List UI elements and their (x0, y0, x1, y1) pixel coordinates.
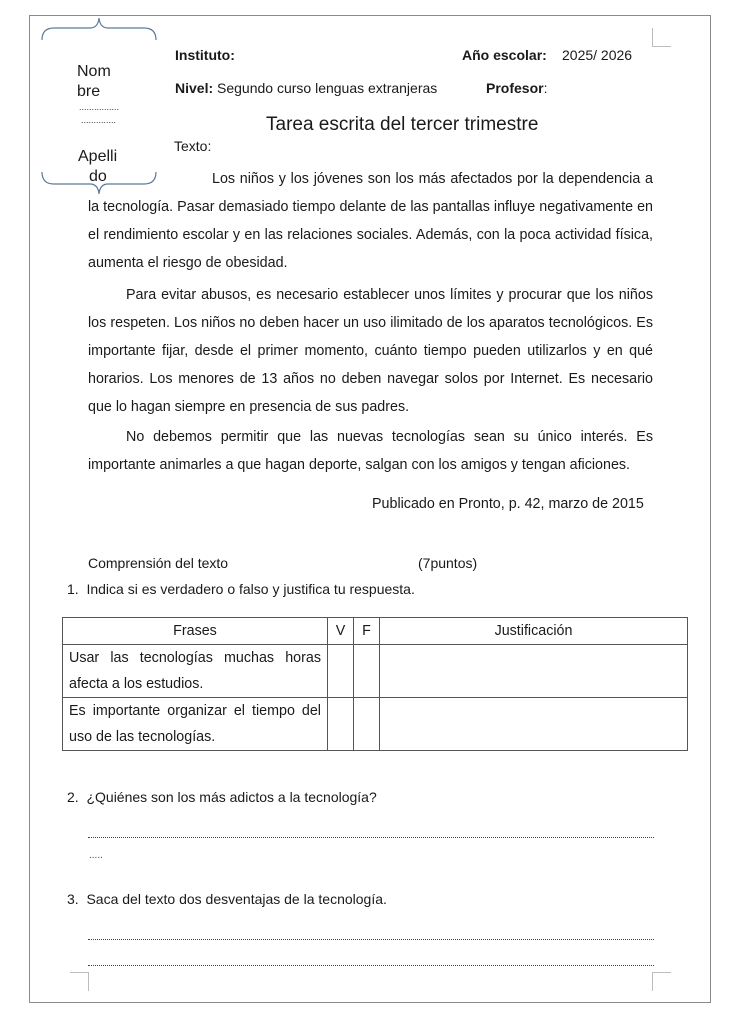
question-2-text: ¿Quiénes son los más adictos a la tecnología? (86, 789, 377, 805)
corner-mark-bottom-right (652, 972, 671, 991)
name-input-dots-2[interactable]: .............. (81, 115, 117, 125)
row-1-v-cell[interactable] (328, 645, 354, 698)
teacher-colon: : (543, 80, 548, 96)
row-2-v-cell[interactable] (328, 698, 354, 751)
table-row (63, 698, 688, 751)
text-label: Texto: (174, 138, 212, 154)
question-1-text: Indica si es verdadero o falso y justifica tu respuesta. (86, 581, 415, 597)
header-frases: Frases (63, 618, 328, 645)
reading-paragraph-2: Para evitar abusos, es necesario establecer unos límites y procurar que los niños los respeten. Los niños no deben hacer un uso ilimitado de los aparatos tecnológicos. Es importante fijar, desde el primer momento, cuánto tiempo pueden utilizarlos y en qué horarios. Los menores de 13 años no deben navegar solos por Internet. Es necesario que lo hagan siempre en presencia de sus padres. (88, 287, 653, 415)
institute-label: Instituto: (175, 47, 235, 63)
question-2 (67, 789, 377, 805)
question-1 (67, 581, 415, 597)
name-input-dots-1[interactable]: ................ (79, 102, 120, 112)
question-2-trailing-dots: ..... (89, 850, 103, 861)
comprehension-points: (7puntos) (418, 555, 478, 571)
level-value: Segundo curso lenguas extranjeras (213, 80, 438, 96)
question-3-answer-line-1[interactable] (88, 939, 654, 940)
name-label-line2: bre (77, 83, 101, 100)
header-v: V (328, 618, 354, 645)
corner-mark-bottom-left (70, 972, 89, 991)
teacher-field (486, 80, 547, 96)
surname-label-line1: Apelli (78, 148, 118, 165)
level-field (175, 80, 437, 96)
reading-paragraph-3: No debemos permitir que las nuevas tecnologías sean su único interés. Es importante animarles a que hagan deporte, salgan con los amigos y tengan aficiones. (88, 429, 653, 473)
question-3-text: Saca del texto dos desventajas de la tecnología. (86, 891, 387, 907)
question-3-number: 3. (67, 891, 79, 907)
row-1-justification-cell[interactable] (380, 645, 688, 698)
school-year-label: Año escolar: (462, 47, 547, 63)
row-1-phrase: Usar las tecnologías muchas horas afecta a los estudios. (63, 645, 328, 698)
name-label-line1: Nom (77, 63, 111, 80)
reading-source: Publicado en Pronto, p. 42, marzo de 2015 (372, 496, 644, 512)
question-1-number: 1. (67, 581, 79, 597)
corner-mark-top-right (652, 28, 671, 47)
question-3-answer-line-2[interactable] (88, 965, 654, 966)
table-header-row (63, 618, 688, 645)
teacher-label: Profesor (486, 80, 544, 96)
header-justificacion: Justificación (380, 618, 688, 645)
row-2-phrase: Es importante organizar el tiempo del uso de las tecnologías. (63, 698, 328, 751)
row-2-justification-cell[interactable] (380, 698, 688, 751)
true-false-table (62, 617, 688, 751)
brace-top-icon (40, 16, 160, 42)
row-2-f-cell[interactable] (354, 698, 380, 751)
school-year-value: 2025/ 2026 (562, 47, 633, 63)
level-label: Nivel: (175, 80, 214, 96)
reading-paragraph-1: Los niños y los jóvenes son los más afectados por la dependencia a la tecnología. Pasar demasiado tiempo delante de las pantallas influye negativamente en el rendimiento escolar y en las relaciones sociales. Además, con la poca actividad física, aumenta el riesgo de obesidad. (88, 171, 653, 271)
row-1-f-cell[interactable] (354, 645, 380, 698)
table-row (63, 645, 688, 698)
comprehension-heading: Comprensión del texto (88, 555, 229, 571)
page-title: Tarea escrita del tercer trimestre (266, 114, 539, 135)
header-f: F (354, 618, 380, 645)
question-2-answer-line[interactable] (88, 837, 654, 838)
surname-label-line2: do (89, 168, 107, 181)
question-3 (67, 891, 387, 907)
question-2-number: 2. (67, 789, 79, 805)
